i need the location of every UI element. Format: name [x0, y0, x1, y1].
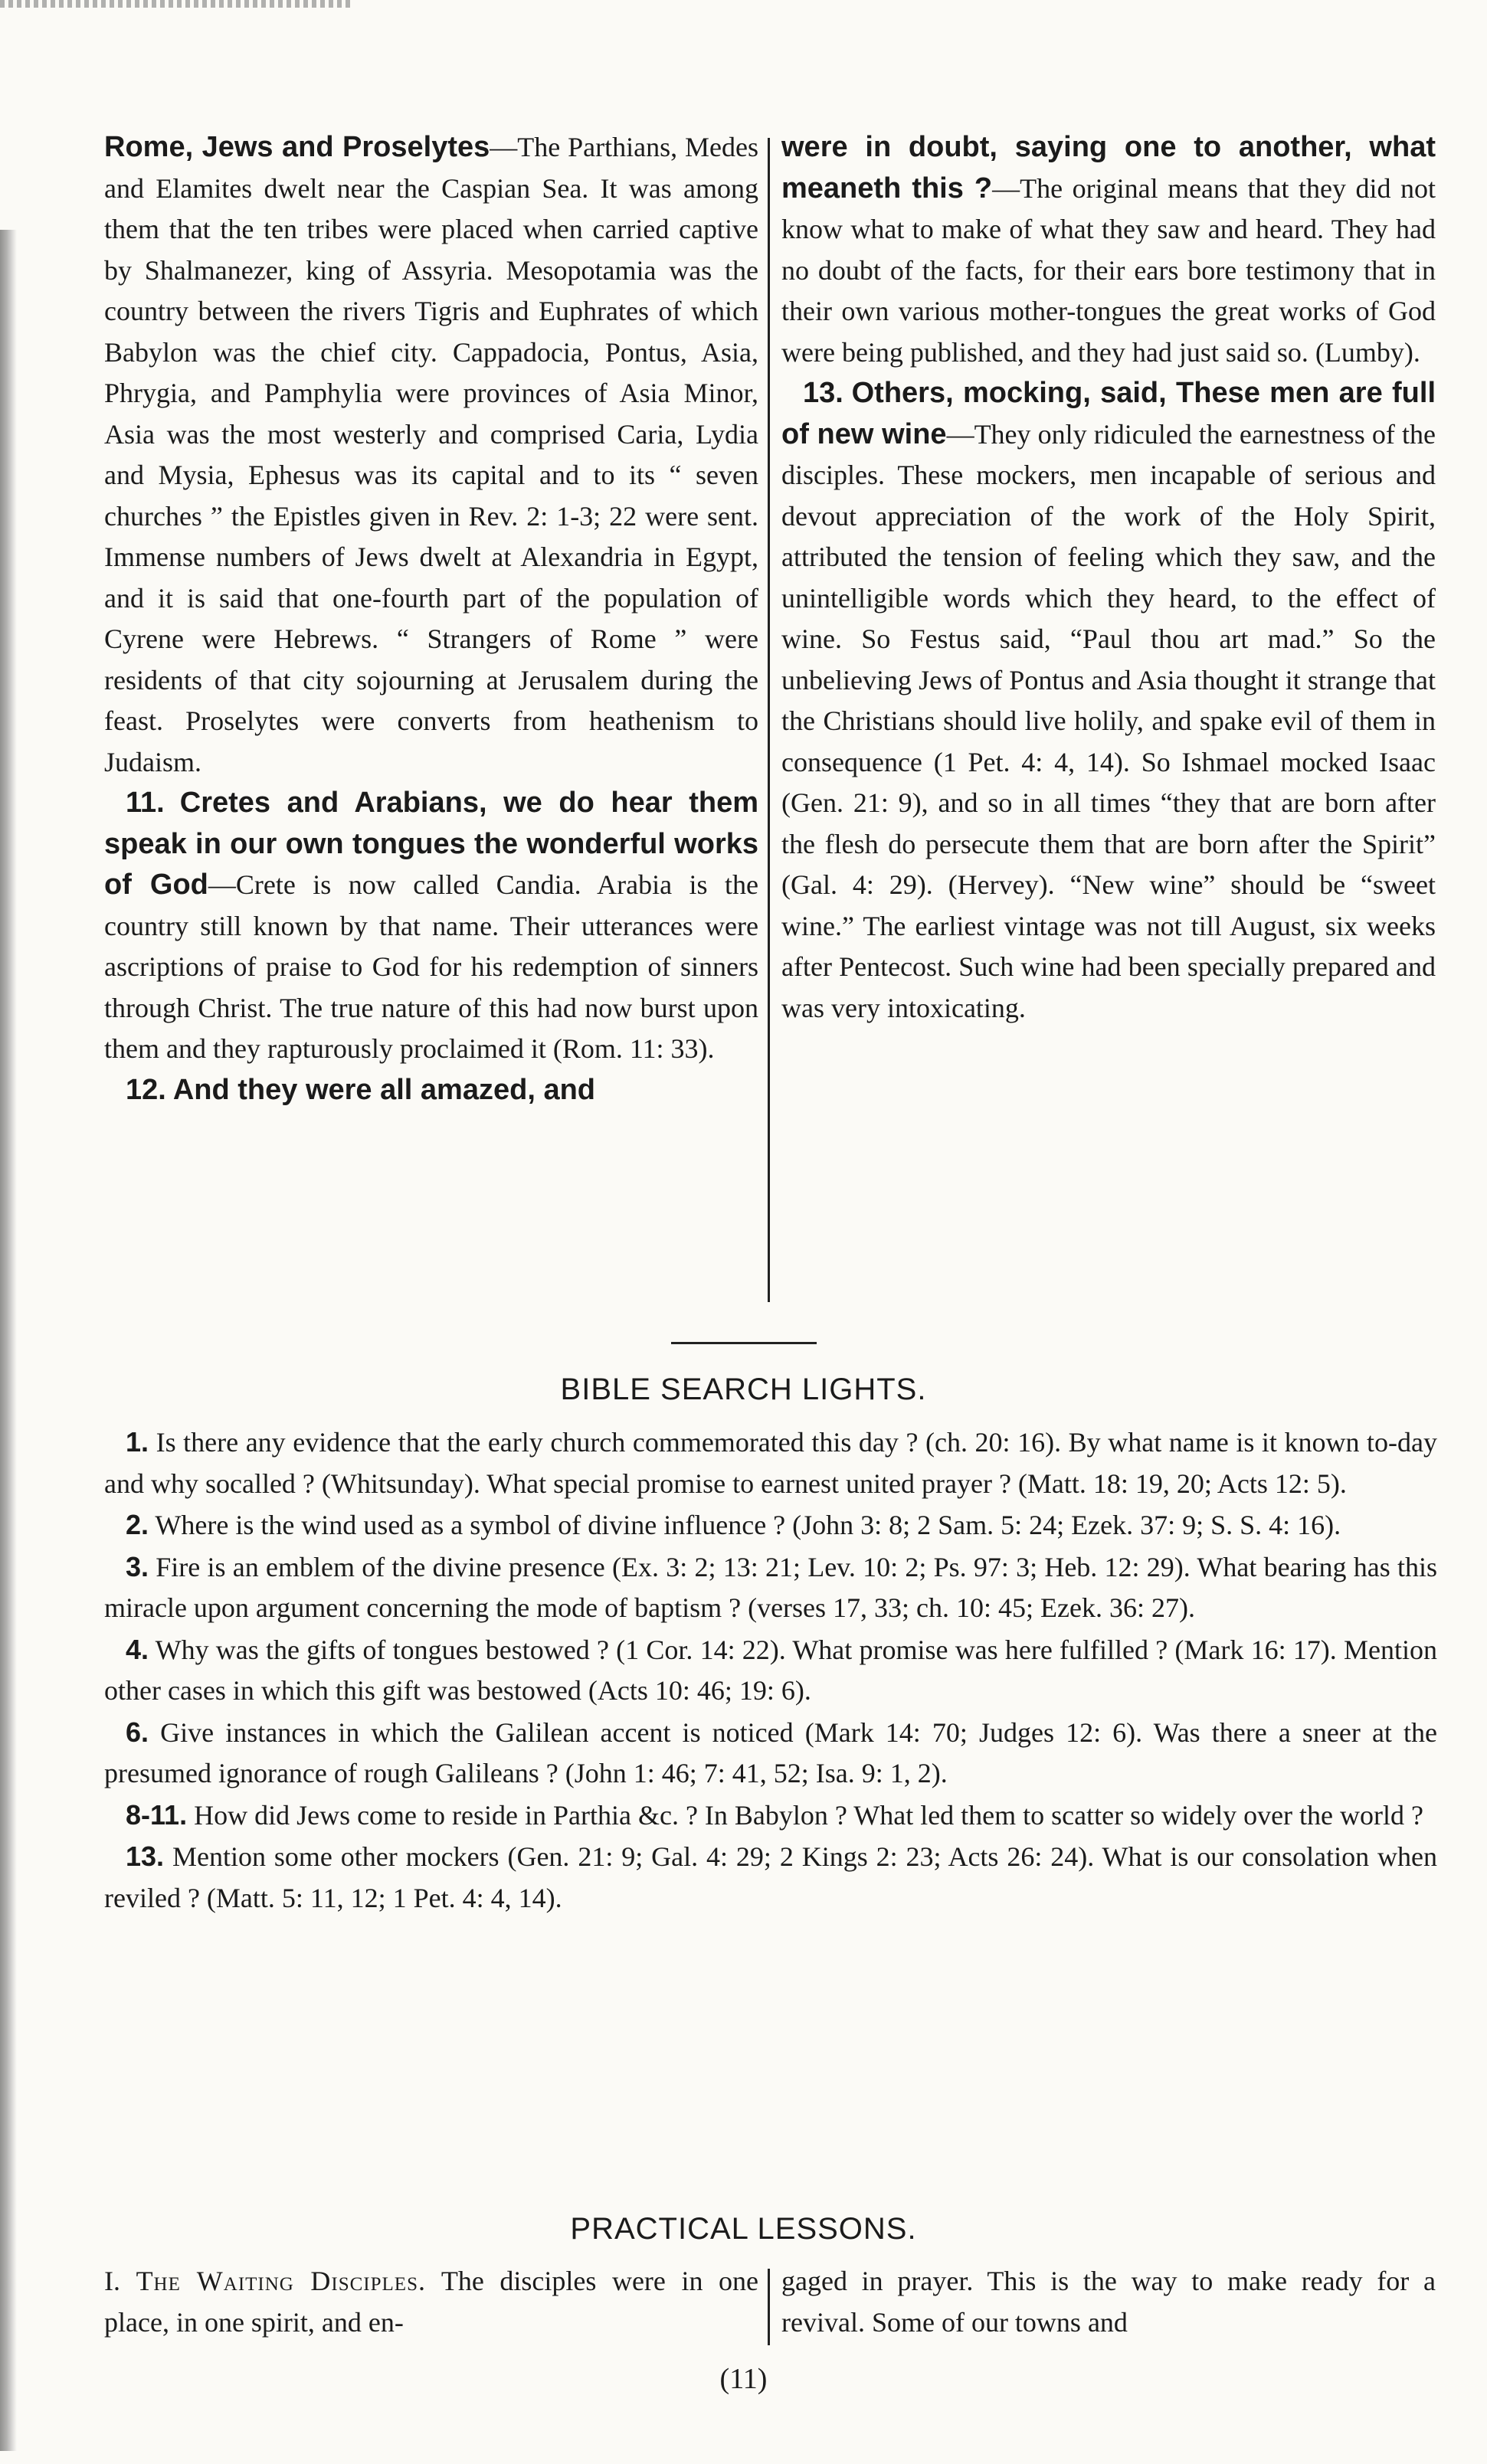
question-item	[104, 1422, 1437, 1504]
lead-heading: Others, mocking, said, These men are full of new wine	[781, 377, 1436, 450]
right-column	[781, 127, 1436, 1029]
verse-number: 12.	[126, 1073, 166, 1106]
paragraph-text: —The Parthians, Medes and Elamites dwelt near the Caspian Sea. It was among them that the ten tribes were placed when carried captive by Shalmanezer, king of Assyria. Mesopotamia was the country between the rivers Tigris and Euphrates of which Babylon was the chief city. Cappadocia, Pontus, Asia, Phrygia, and Pamphylia were provinces of Asia Minor, Asia was the most westerly and comprised Caria, Lydia and Mysia, Ephesus was its capital and to its “ seven churches ” the Epistles given in Rev. 2: 1-3; 22 were sent. Immense numbers of Jews dwelt at Alexandria in Egypt, and it is said that one-fourth part of the population of Cyrene were Hebrews. “ Strangers of Rome ” were residents of that city sojourning at Jerusalem during the feast. Proselytes were converts from heathenism to Judaism.	[104, 132, 758, 777]
column-divider	[768, 2269, 770, 2345]
question-number: 13.	[126, 1841, 165, 1872]
question-item	[104, 1712, 1437, 1795]
paragraph-text: —They only ridiculed the earnestness of the disciples. These mockers, men incapable of serious and devout appreciation of the work of the Holy Spirit, attributed the tension of feeling which they saw, and the unintelligible words which they heard, to the effect of wine. So Festus said, “Paul thou art mad.” So the unbelieving Jews of Pontus and Asia thought it strange that the Christians should live holily, and spake evil of them in consequence (1 Pet. 4: 4, 14). So Ishmael mocked Isaac (Gen. 21: 9), and so in all times “they that are born after the flesh do persecute them that are born after the Spirit” (Gal. 4: 29). (Hervey). “New wine” should be “sweet wine.” The earliest vintage was not till August, six weeks after Pentecost. Such wine had been specially prepared and was very intoxicating.	[781, 418, 1436, 1023]
lead-heading: Rome, Jews and Proselytes	[104, 131, 490, 163]
paragraph-verse-13	[781, 373, 1436, 1029]
scan-artifact-top	[0, 0, 352, 8]
question-item	[104, 1836, 1437, 1919]
paragraph-verse-12	[104, 1070, 758, 1111]
lesson-number: I.	[104, 2266, 120, 2296]
question-item	[104, 1795, 1437, 1837]
paragraph-doubt	[781, 127, 1436, 373]
practical-lessons-heading: PRACTICAL LESSONS.	[570, 2212, 917, 2246]
column-divider	[768, 138, 770, 1302]
bible-search-lights-heading: BIBLE SEARCH LIGHTS.	[560, 1373, 927, 1406]
left-column	[104, 127, 758, 1111]
question-text: How did Jews come to reside in Parthia &c. ? In Babylon ? What led them to scatter so widely over the world ?	[194, 1799, 1423, 1831]
question-text: Give instances in which the Galilean accent is noticed (Mark 14: 70; Judges 12: 6). Was there a sneer at the presumed ignorance of rough Galileans ? (John 1: 46; 7: 41, 52; Isa. 9: 1, 2).	[104, 1716, 1438, 1788]
question-text: Why was the gifts of tongues bestowed ? (1 Cor. 14: 22). What promise was here fulfilled ? (Mark 16: 17). Mention other cases in which this gift was bestowed (Acts 10: 46; 19: 6).	[104, 1634, 1437, 1706]
lesson-text: The disciples were in one place, in one spirit, and en-	[104, 2266, 758, 2338]
practical-lessons-columns	[104, 2261, 1437, 2361]
lead-heading: And they were all amazed, and	[172, 1073, 595, 1106]
question-number: 1.	[126, 1426, 149, 1458]
question-text: Where is the wind used as a symbol of divine influence ? (John 3: 8; 2 Sam. 5: 24; Ezek. 37: 9; S. S. 4: 16).	[155, 1510, 1341, 1540]
verse-number: 11.	[126, 787, 165, 819]
scan-binding-edge	[0, 230, 17, 2451]
verse-number: 13.	[803, 377, 843, 409]
question-number: 3.	[126, 1550, 149, 1582]
question-text: Mention some other mockers (Gen. 21: 9; Gal. 4: 29; 2 Kings 2: 23; Acts 26: 24). What is our consolation when reviled ? (Matt. 5: 11, 12; 1 Pet. 4: 4, 14).	[104, 1841, 1438, 1913]
question-number: 4.	[126, 1633, 149, 1665]
commentary-columns	[104, 127, 1437, 1322]
question-text: Is there any evidence that the early church commemorated this day ? (ch. 20: 16). By what name is it known to-day and why socalled ? (Whitsunday). What special promise to earnest united prayer ? (Matt. 18: 19, 20; Acts 12: 5).	[104, 1427, 1438, 1499]
page-number: (11)	[719, 2363, 768, 2395]
question-item	[104, 1546, 1437, 1629]
question-number: 6.	[126, 1716, 149, 1748]
paragraph-text: —The original means that they did not know what to make of what they saw and heard. They had no doubt of the facts, for their ears bore testimony that in their own various mother-tongues the great works of God were being published, and they had just said so. (Lumby).	[781, 172, 1436, 368]
question-item	[104, 1629, 1437, 1712]
paragraph-verse-11	[104, 783, 758, 1070]
lead-heading: were in doubt, saying one to another, what meaneth this ?	[781, 131, 1436, 205]
lessons-right-column	[781, 2261, 1436, 2343]
question-number: 8-11.	[126, 1798, 188, 1831]
search-lights-list	[104, 1422, 1437, 1919]
paragraph-text: —Crete is now called Candia. Arabia is the country still known by that name. Their utterances were ascriptions of praise to God for his redemption of sinners through Christ. The true nature of this had now burst upon them and they rapturously proclaimed it (Rom. 11: 33).	[104, 869, 758, 1064]
section-rule	[671, 1342, 817, 1344]
question-number: 2.	[126, 1509, 149, 1540]
paragraph-rome-jews	[104, 127, 758, 783]
lesson-caption: The Waiting Disciples.	[136, 2266, 426, 2296]
lessons-left-column	[104, 2261, 758, 2343]
lesson-text: gaged in prayer. This is the way to make ready for a revival. Some of our towns and	[781, 2266, 1436, 2338]
question-item	[104, 1504, 1437, 1546]
lead-heading: Cretes and Arabians, we do hear them speak in our own tongues the wonderful works of God	[104, 787, 759, 901]
question-text: Fire is an emblem of the divine presence (Ex. 3: 2; 13: 21; Lev. 10: 2; Ps. 97: 3; Heb. 12: 29). What bearing has this miracle upon argument concerning the mode of baptism ? (verses 17, 33; ch. 10: 45; Ezek. 36: 27).	[104, 1551, 1438, 1623]
